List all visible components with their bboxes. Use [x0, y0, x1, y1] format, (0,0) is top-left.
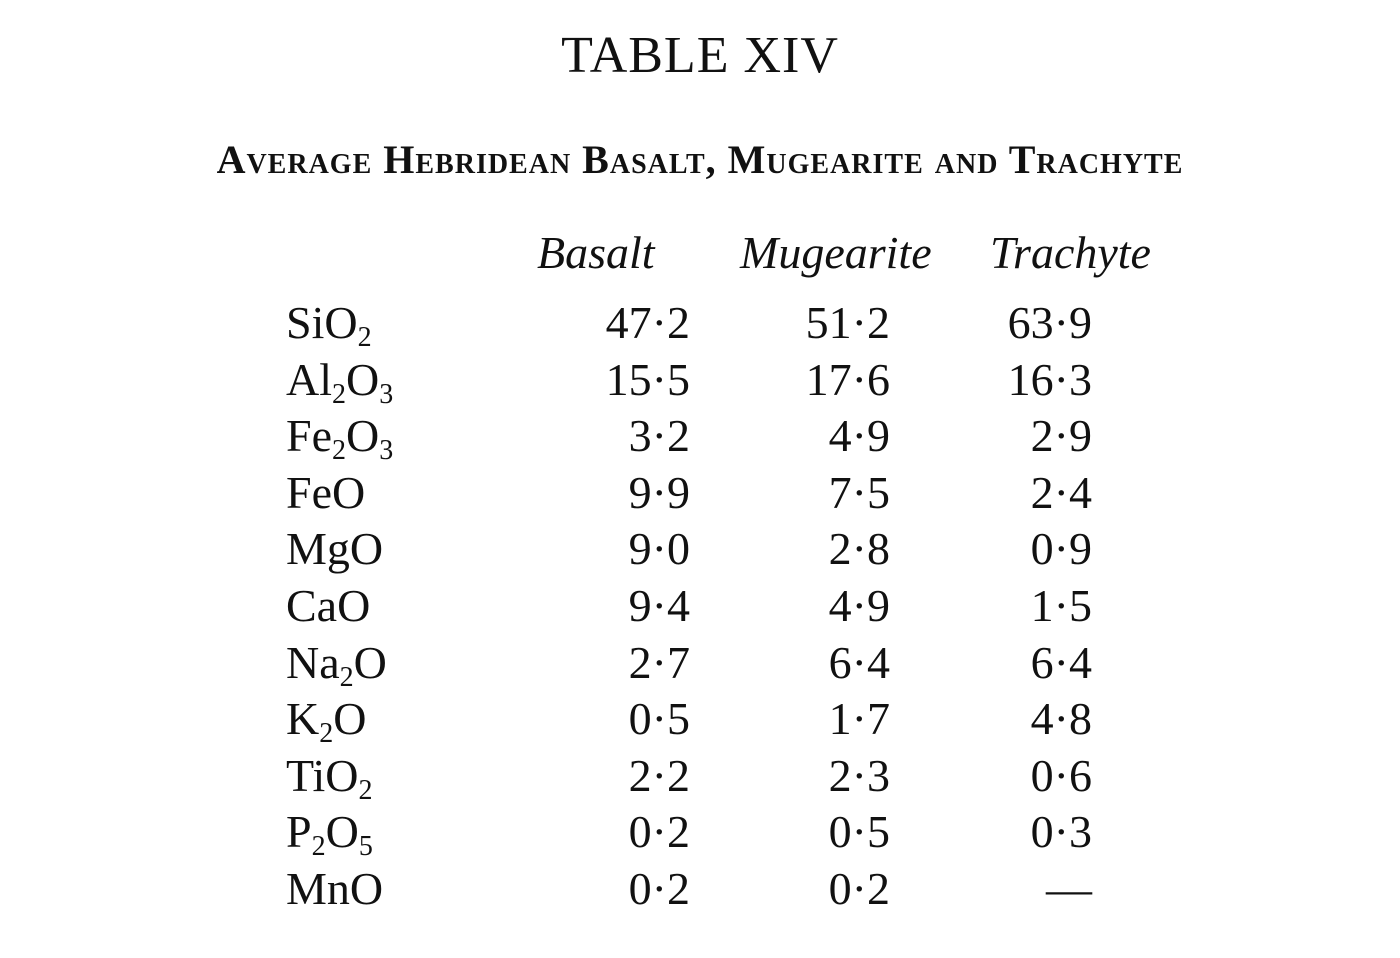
oxide-label — [286, 636, 387, 693]
oxide-text: O — [333, 693, 367, 745]
table-row — [0, 410, 1400, 470]
value-mugearite: 7·5 — [828, 466, 890, 518]
oxide-text: O — [353, 636, 387, 688]
column-header-mugearite: Mugearite — [740, 227, 932, 278]
oxide-subscript: 3 — [379, 378, 394, 410]
table-row — [0, 523, 1400, 583]
oxide-text: O — [346, 353, 380, 405]
value-mugearite: 4·9 — [828, 579, 890, 631]
oxide-subscript: 2 — [332, 435, 346, 467]
value-basalt: 2·7 — [628, 636, 690, 688]
value-basalt: 0·2 — [628, 806, 690, 858]
table-title: Average Hebridean Basalt, Mugearite and Trachyte — [216, 137, 1184, 182]
oxide-label — [286, 806, 373, 863]
value-mugearite: 6·4 — [828, 636, 890, 688]
oxide-text: O — [325, 806, 359, 858]
value-mugearite: 2·8 — [828, 523, 890, 575]
oxide-text: O — [346, 410, 380, 462]
table-row — [0, 749, 1400, 810]
oxide-subscript: 5 — [358, 831, 373, 863]
value-basalt: 15·5 — [605, 353, 690, 405]
table-row — [0, 466, 1400, 527]
table-row — [0, 353, 1400, 414]
table-number: TABLE XIV — [561, 27, 839, 84]
oxide-subscript: 2 — [311, 831, 326, 863]
oxide-text: CaO — [286, 579, 371, 631]
value-trachyte: 4·8 — [1030, 693, 1092, 745]
oxide-text: MgO — [286, 523, 384, 575]
oxide-label — [286, 466, 366, 518]
oxide-text: Al — [286, 353, 332, 405]
oxide-label — [286, 353, 394, 410]
oxide-text: TiO — [286, 749, 359, 801]
value-basalt: 0·5 — [628, 693, 690, 745]
value-basalt: 3·2 — [628, 410, 690, 462]
oxide-label — [286, 862, 384, 914]
oxide-subscript: 2 — [358, 774, 373, 806]
value-trachyte: 1·5 — [1030, 579, 1092, 631]
value-basalt: 2·2 — [628, 749, 690, 801]
oxide-text: FeO — [286, 466, 366, 518]
value-trachyte: 0·9 — [1030, 523, 1092, 575]
table-row — [0, 693, 1400, 753]
oxide-label — [286, 297, 372, 353]
value-trachyte: 63·9 — [1007, 297, 1092, 348]
value-mugearite: 51·2 — [805, 297, 890, 348]
oxide-text: K — [286, 693, 320, 745]
value-basalt: 9·0 — [628, 523, 690, 575]
value-trachyte: 2·4 — [1030, 466, 1092, 518]
oxide-text: SiO — [286, 297, 358, 348]
value-trachyte: 0·3 — [1030, 806, 1092, 858]
oxide-subscript: 2 — [332, 378, 346, 410]
value-basalt: 9·9 — [628, 466, 690, 518]
value-trachyte: — — [1046, 862, 1092, 914]
table-row — [0, 862, 1400, 923]
value-mugearite: 2·3 — [828, 749, 890, 801]
value-trachyte: 16·3 — [1007, 353, 1092, 405]
table-row — [0, 579, 1400, 640]
value-mugearite: 4·9 — [828, 410, 890, 462]
oxide-label — [286, 749, 373, 806]
value-basalt: 9·4 — [628, 579, 690, 631]
column-header-trachyte: Trachyte — [990, 227, 1151, 278]
oxide-text: Fe — [286, 410, 332, 462]
oxide-label — [286, 579, 371, 631]
oxide-subscript: 2 — [319, 718, 334, 750]
oxide-text: P — [286, 806, 312, 858]
column-header-basalt: Basalt — [537, 227, 655, 278]
table-row — [0, 297, 1400, 357]
value-mugearite: 1·7 — [828, 693, 890, 745]
oxide-text: Na — [286, 636, 340, 688]
value-mugearite: 17·6 — [805, 353, 890, 405]
oxide-subscript: 3 — [379, 435, 394, 467]
oxide-subscript: 2 — [339, 661, 354, 693]
value-trachyte: 6·4 — [1030, 636, 1092, 688]
value-trachyte: 0·6 — [1030, 749, 1092, 801]
oxide-subscript: 2 — [357, 322, 372, 353]
table-row — [0, 636, 1400, 697]
table-body — [0, 297, 1400, 923]
value-basalt: 47·2 — [605, 297, 690, 348]
oxide-text: MnO — [286, 862, 384, 914]
value-basalt: 0·2 — [628, 862, 690, 914]
oxide-label — [286, 523, 384, 575]
value-trachyte: 2·9 — [1030, 410, 1092, 462]
table-row — [0, 806, 1400, 866]
oxide-label — [286, 693, 367, 750]
value-mugearite: 0·2 — [828, 862, 890, 914]
value-mugearite: 0·5 — [828, 806, 890, 858]
oxide-label — [286, 410, 394, 467]
